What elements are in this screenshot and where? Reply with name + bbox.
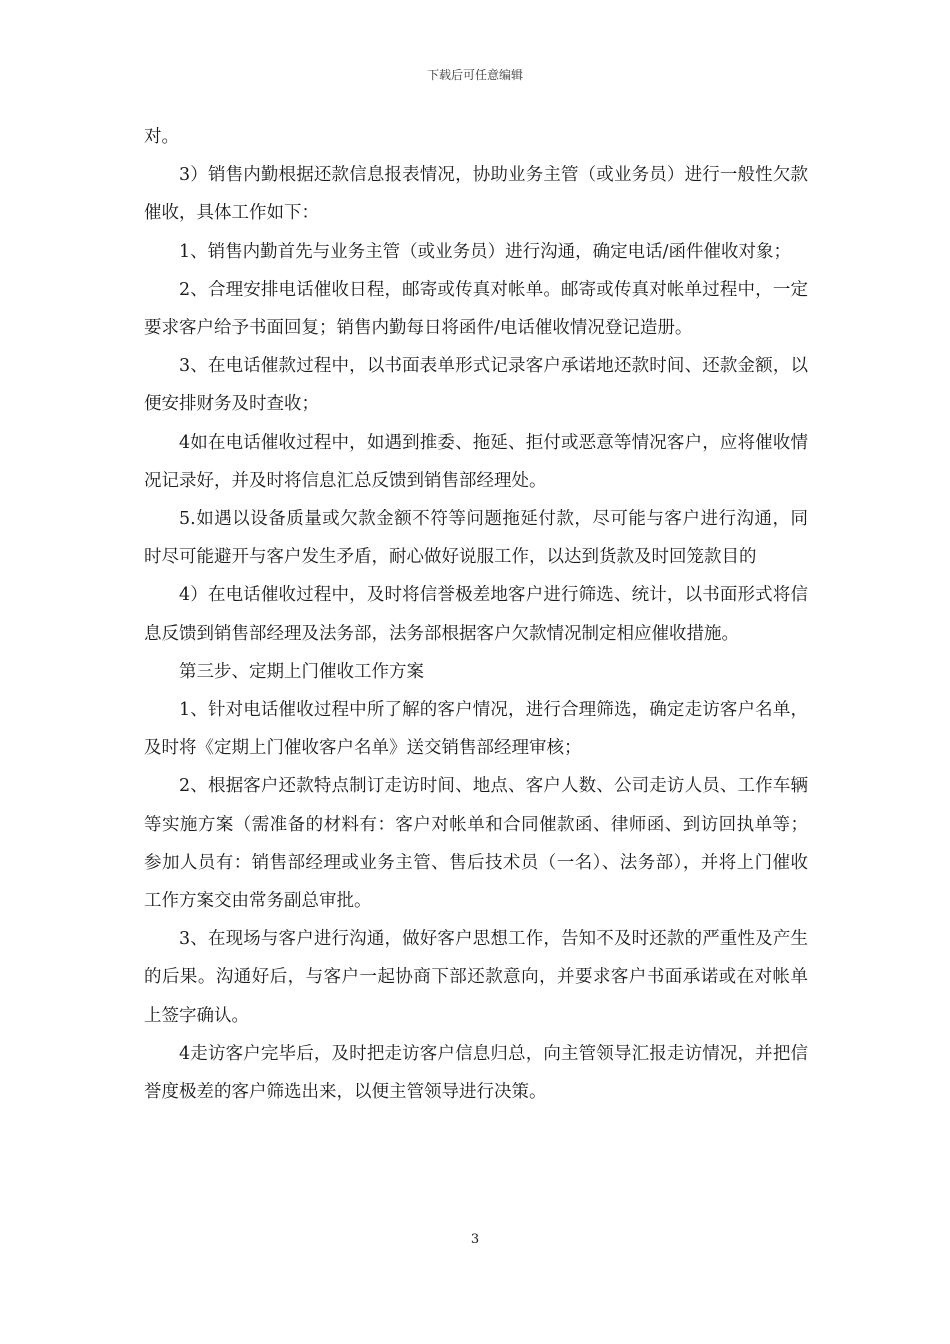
page-header: 下载后可任意编辑 <box>426 68 523 82</box>
page-number: 3 <box>470 1232 480 1247</box>
paragraph-visit-3: 3、在现场与客户进行沟通，做好客户思想工作，告知不及时还款的严重性及产生的后果。沟通好后，与客户一起协商下部还款意向，并要求客户书面承诺或在对帐单上签字确认。 <box>144 929 808 1026</box>
paragraph-item-1: 1、销售内勤首先与业务主管（或业务员）进行沟通，确定电话/函件催收对象； <box>179 241 792 262</box>
paragraph-step-4: 4）在电话催收过程中，及时将信誉极差地客户进行筛选、统计，以书面形式将信息反馈到销售部经理及法务部，法务部根据客户欠款情况制定相应催收措施。 <box>144 585 808 644</box>
paragraph-item-5: 5.如遇以设备质量或欠款金额不符等问题拖延付款，尽可能与客户进行沟通，同时尽可能避开与客户发生矛盾，耐心做好说服工作，以达到货款及时回笼款目的 <box>144 509 808 568</box>
paragraph-visit-2: 2、根据客户还款特点制订走访时间、地点、客户人数、公司走访人员、工作车辆等实施方案（需准备的材料有：客户对帐单和合同催款函、律师函、到访回执单等；参加人员有：销售部经理或业务主管、售后技术员（一名）、法务部），并将上门催收工作方案交由常务副总审批。 <box>144 776 808 912</box>
paragraph-item-3: 3、在电话催款过程中，以书面表单形式记录客户承诺地还款时间、还款金额，以便安排财务及时查收； <box>144 356 808 415</box>
paragraph-visit-4: 4走访客户完毕后，及时把走访客户信息归总，向主管领导汇报走访情况，并把信誉度极差的客户筛选出来，以便主管领导进行决策。 <box>144 1043 808 1103</box>
paragraph-item-4: 4如在电话催收过程中，如遇到推委、拖延、拒付或恶意等情况客户，应将催收情况记录好，并及时将信息汇总反馈到销售部经理处。 <box>144 432 808 491</box>
section-heading: 第三步、定期上门催收工作方案 <box>179 661 424 682</box>
paragraph-item-2: 2、合理安排电话催收日程，邮寄或传真对帐单。邮寄或传真对帐单过程中，一定要求客户给予书面回复；销售内勤每日将函件/电话催收情况登记造册。 <box>144 279 808 339</box>
paragraph-visit-1: 1、针对电话催收过程中所了解的客户情况，进行合理筛选，确定走访客户名单，及时将《定期上门催收客户名单》送交销售部经理审核； <box>144 700 808 759</box>
document-body <box>144 118 808 1111</box>
paragraph-step-3: 3）销售内勤根据还款信息报表情况，协助业务主管（或业务员）进行一般性欠款催收，具体工作如下： <box>144 165 808 224</box>
paragraph-continuation: 对。 <box>144 127 179 147</box>
